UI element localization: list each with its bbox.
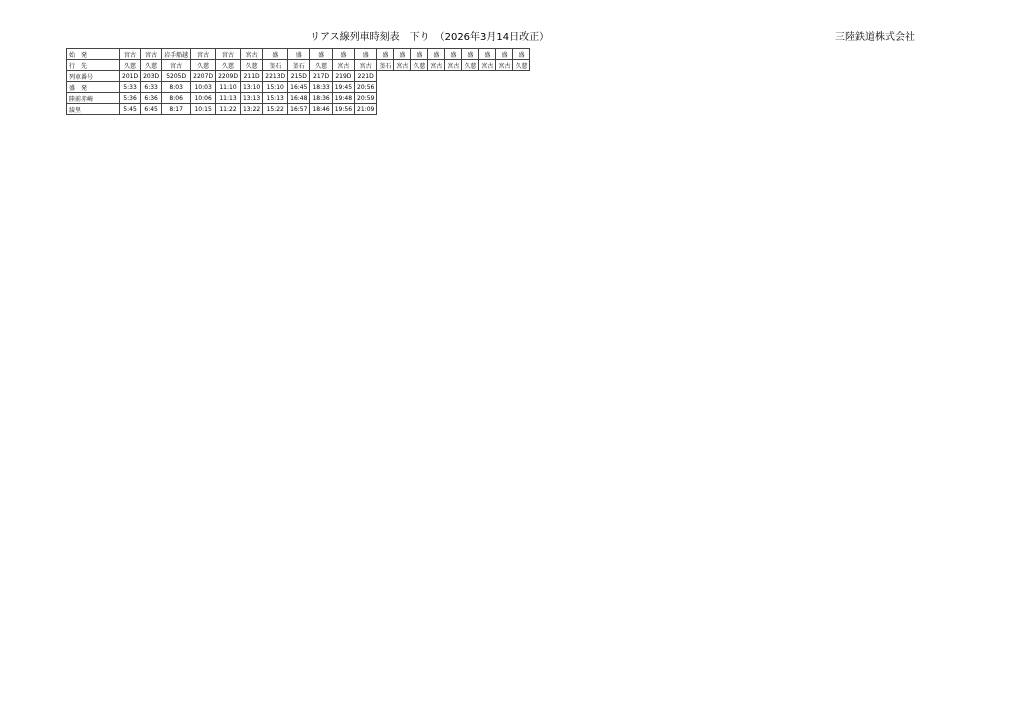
destination-cell: 久慈 xyxy=(513,60,530,71)
origin-cell: 盛 xyxy=(445,49,462,60)
origin-cell: 岩手船越 xyxy=(162,49,191,60)
destination-cell: 久慈 xyxy=(310,60,332,71)
destination-cell: 釜石 xyxy=(377,60,394,71)
train-number-cell: 2207D xyxy=(191,71,216,82)
time-cell: 10:03 xyxy=(191,82,216,93)
origin-cell: 盛 xyxy=(394,49,411,60)
destination-cell: 久慈 xyxy=(120,60,141,71)
origin-cell: 宮古 xyxy=(216,49,241,60)
destination-cell: 宮古 xyxy=(445,60,462,71)
station-name: 綾里 xyxy=(67,104,120,115)
train-number-cell: 5205D xyxy=(162,71,191,82)
train-number-label: 列車番号 xyxy=(67,71,120,82)
time-cell: 5:45 xyxy=(120,104,141,115)
station-name: 盛 発 xyxy=(67,82,120,93)
origin-cell: 盛 xyxy=(428,49,445,60)
destination-cell: 宮古 xyxy=(428,60,445,71)
page-title: リアス線列車時刻表 下り （2026年3月14日改正） xyxy=(310,32,550,43)
destination-label: 行 先 xyxy=(67,60,120,71)
timetable-section-1 xyxy=(66,48,530,115)
time-cell: 16:57 xyxy=(288,104,310,115)
time-cell: 10:15 xyxy=(191,104,216,115)
destination-cell: 宮古 xyxy=(479,60,496,71)
destination-cell: 宮古 xyxy=(355,60,377,71)
origin-cell: 盛 xyxy=(355,49,377,60)
train-number-cell: 221D xyxy=(355,71,377,82)
origin-cell: 盛 xyxy=(513,49,530,60)
origin-cell: 盛 xyxy=(288,49,310,60)
destination-cell: 久慈 xyxy=(191,60,216,71)
company-name: 三陸鉄道株式会社 xyxy=(835,32,915,43)
destination-cell: 久慈 xyxy=(411,60,428,71)
time-cell: 5:36 xyxy=(120,93,141,104)
station-row xyxy=(67,82,530,93)
origin-cell: 宮古 xyxy=(240,49,262,60)
time-cell: 6:36 xyxy=(141,93,162,104)
time-cell: 13:10 xyxy=(240,82,262,93)
destination-cell: 久慈 xyxy=(216,60,241,71)
origin-label: 始 発 xyxy=(67,49,120,60)
destination-cell: 釜石 xyxy=(263,60,288,71)
origin-cell: 盛 xyxy=(411,49,428,60)
origin-cell: 盛 xyxy=(310,49,332,60)
destination-cell: 釜石 xyxy=(288,60,310,71)
time-cell: 13:13 xyxy=(240,93,262,104)
destination-cell: 宮古 xyxy=(332,60,354,71)
time-cell: 10:06 xyxy=(191,93,216,104)
destination-cell: 久慈 xyxy=(462,60,479,71)
time-cell: 6:45 xyxy=(141,104,162,115)
time-cell: 19:56 xyxy=(332,104,354,115)
train-number-cell: 2209D xyxy=(216,71,241,82)
origin-row xyxy=(67,49,530,60)
time-cell: 11:22 xyxy=(216,104,241,115)
time-cell: 20:56 xyxy=(355,82,377,93)
title-bar xyxy=(0,28,1024,44)
time-cell: 11:10 xyxy=(216,82,241,93)
origin-cell: 盛 xyxy=(263,49,288,60)
origin-cell: 宮古 xyxy=(141,49,162,60)
time-cell: 19:45 xyxy=(332,82,354,93)
time-cell: 16:45 xyxy=(288,82,310,93)
origin-cell: 盛 xyxy=(332,49,354,60)
destination-cell: 久慈 xyxy=(240,60,262,71)
time-cell: 16:48 xyxy=(288,93,310,104)
destination-cell: 宮古 xyxy=(162,60,191,71)
train-number-cell: 219D xyxy=(332,71,354,82)
time-cell: 15:10 xyxy=(263,82,288,93)
destination-cell: 久慈 xyxy=(141,60,162,71)
time-cell: 13:22 xyxy=(240,104,262,115)
train-number-cell: 211D xyxy=(240,71,262,82)
time-cell: 18:36 xyxy=(310,93,332,104)
origin-cell: 盛 xyxy=(377,49,394,60)
time-cell: 20:59 xyxy=(355,93,377,104)
train-number-cell: 217D xyxy=(310,71,332,82)
station-row xyxy=(67,93,530,104)
time-cell: 6:33 xyxy=(141,82,162,93)
station-name: 陸前赤崎 xyxy=(67,93,120,104)
origin-cell: 盛 xyxy=(462,49,479,60)
origin-cell: 宮古 xyxy=(120,49,141,60)
train-number-row xyxy=(67,71,530,82)
time-cell: 18:33 xyxy=(310,82,332,93)
train-number-cell: 201D xyxy=(120,71,141,82)
station-row xyxy=(67,104,530,115)
time-cell: 15:13 xyxy=(263,93,288,104)
train-number-cell: 215D xyxy=(288,71,310,82)
time-cell: 8:03 xyxy=(162,82,191,93)
origin-cell: 盛 xyxy=(496,49,513,60)
time-cell: 15:22 xyxy=(263,104,288,115)
destination-cell: 宮古 xyxy=(394,60,411,71)
train-number-cell: 203D xyxy=(141,71,162,82)
destination-row xyxy=(67,60,530,71)
time-cell: 5:33 xyxy=(120,82,141,93)
destination-cell: 宮古 xyxy=(496,60,513,71)
time-cell: 11:13 xyxy=(216,93,241,104)
time-cell: 21:09 xyxy=(355,104,377,115)
train-number-cell: 2213D xyxy=(263,71,288,82)
time-cell: 8:06 xyxy=(162,93,191,104)
time-cell: 18:46 xyxy=(310,104,332,115)
origin-cell: 盛 xyxy=(479,49,496,60)
time-cell: 19:48 xyxy=(332,93,354,104)
time-cell: 8:17 xyxy=(162,104,191,115)
origin-cell: 宮古 xyxy=(191,49,216,60)
